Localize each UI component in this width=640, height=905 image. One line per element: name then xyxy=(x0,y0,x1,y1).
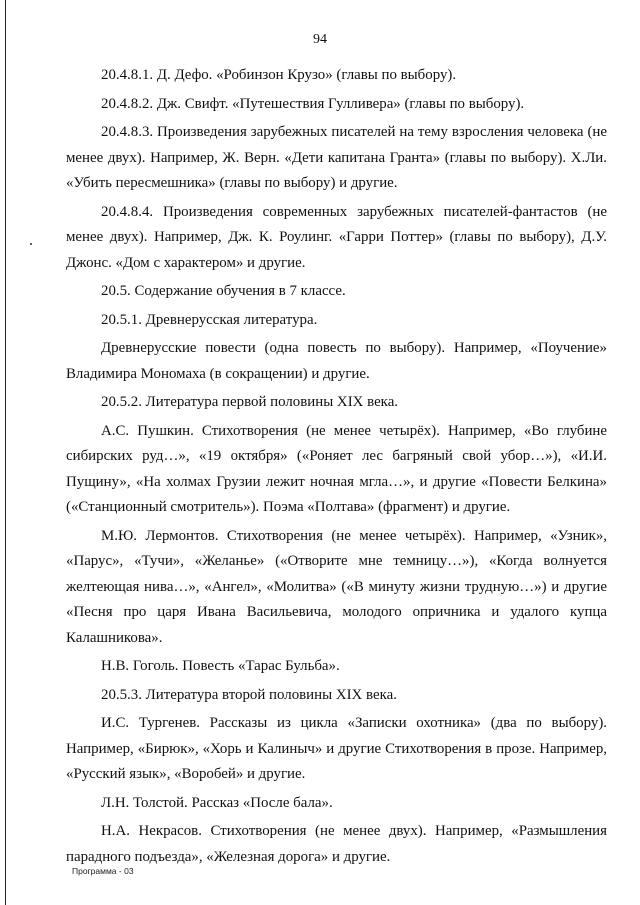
paragraph-20-5-3: 20.5.3. Литература второй половины XIX века. xyxy=(101,686,397,703)
document-body xyxy=(66,63,607,873)
paragraph-20-5-1: 20.5.1. Древнерусская литература. xyxy=(101,311,318,328)
paragraph-20-5: 20.5. Содержание обучения в 7 классе. xyxy=(101,283,346,299)
paragraph-gogol: Н.В. Гоголь. Повесть «Тарас Бульба». xyxy=(101,658,340,674)
paragraph-old-russian-tales: Древнерусские повести (одна повесть по выбору). Например, «Поучение» Владимира Мономаха (в сокращении) и другие. xyxy=(66,340,607,382)
paragraph-20-4-8-3: 20.4.8.3. Произведения зарубежных писателей на тему взросления человека (не менее двух). Например, Ж. Верн. «Дети капитана Гранта» (главы по выбору). Х.Ли. «Убить пересмешника» (главы по выбору) и другие. xyxy=(66,124,607,191)
scan-speck xyxy=(30,243,32,245)
paragraph-20-4-8-1: 20.4.8.1. Д. Дефо. «Робинзон Крузо» (главы по выбору). xyxy=(101,67,457,83)
paragraph-nekrasov: Н.А. Некрасов. Стихотворения (не менее двух). Например, «Размышления парадного подъезда», «Железная дорога» и другие. xyxy=(66,823,607,865)
paragraph-turgenev: И.С. Тургенев. Рассказы из цикла «Записки охотника» (два по выбору). Например, «Бирюк», «Хорь и Калиныч» и другие Стихотворения в прозе. Например, «Русский язык», «Воробей» и другие. xyxy=(66,715,607,782)
paragraph-tolstoy: Л.Н. Толстой. Рассказ «После бала». xyxy=(101,794,333,811)
paragraph-pushkin: А.С. Пушкин. Стихотворения (не менее четырёх). Например, «Во глубине сибирских руд…», «19 октября» («Роняет лес багряный свой убор…»), «И.И. Пущину», «На холмах Грузии лежит ночная мгла…», и другие «Повести Белкина» («Станционный смотритель»). Поэма «Полтава» (фрагмент) и другие. xyxy=(66,422,607,515)
paragraph-20-4-8-2: 20.4.8.2. Дж. Свифт. «Путешествия Гулливера» (главы по выбору). xyxy=(101,95,525,112)
footer-program-code: Программа - 03 xyxy=(72,866,134,876)
paragraph-lermontov: М.Ю. Лермонтов. Стихотворения (не менее четырёх). Например, «Узник», «Парус», «Тучи», «Желанье» («Отворите мне темницу…»), «Когда волнуется желтеющая нива…», «Ангел», «Молитва» («В минуту жизни трудную…») и другие «Песня про царя Ивана Васильевича, молодого опричника и удалого купца Калашникова». xyxy=(66,527,607,646)
page-number: 94 xyxy=(313,32,327,47)
paragraph-20-4-8-4: 20.4.8.4. Произведения современных зарубежных писателей-фантастов (не менее двух). Например, Дж. К. Роулинг. «Гарри Поттер» (главы по выбору), Д.У. Джонс. «Дом с характером» и другие. xyxy=(66,203,607,271)
scan-border-line xyxy=(5,0,6,905)
paragraph-20-5-2: 20.5.2. Литература первой половины XIX века. xyxy=(101,394,399,410)
